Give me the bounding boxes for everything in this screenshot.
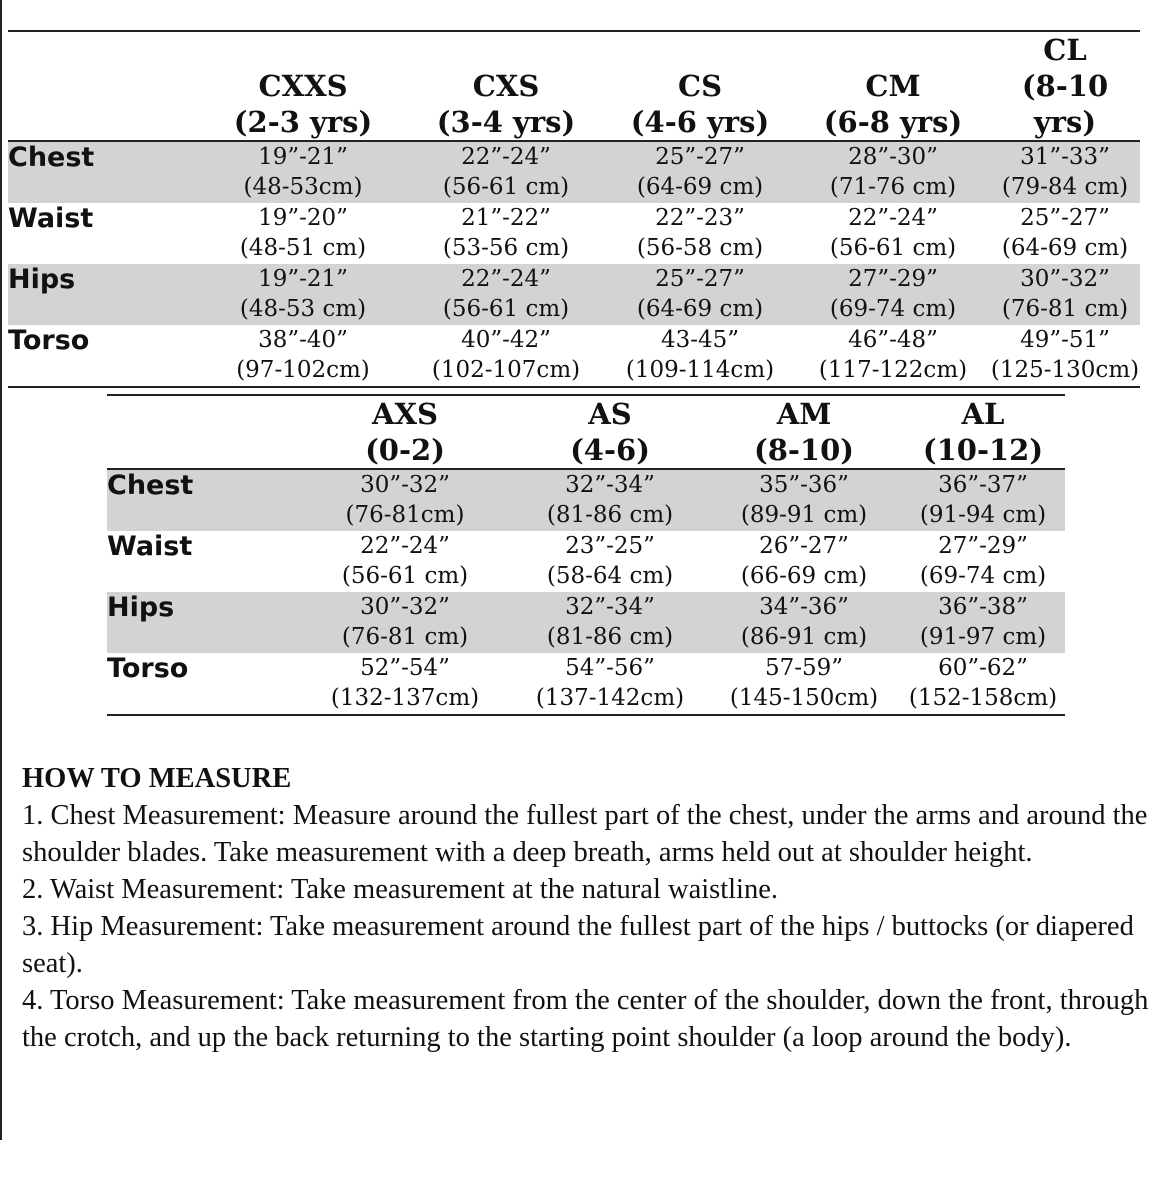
- cm-value: (76-81 cm): [341, 624, 469, 650]
- inches-value: 22”-23”: [655, 205, 745, 231]
- measure-cell: [198, 325, 408, 387]
- cm-value: (81-86 cm): [546, 624, 674, 650]
- size-age-range: (0-2): [365, 433, 445, 467]
- cm-value: (48-53cm): [243, 174, 363, 200]
- cm-value: (64-69 cm): [636, 174, 764, 200]
- measure-cell: [408, 203, 604, 264]
- cm-value: (76-81cm): [345, 502, 465, 528]
- table-row: [107, 531, 1065, 592]
- measure-cell: [990, 203, 1140, 264]
- size-header: [901, 395, 1065, 469]
- how-to-measure-title: HOW TO MEASURE: [22, 763, 292, 794]
- inches-value: 57-59”: [764, 655, 844, 681]
- inches-value: 52”-54”: [360, 655, 450, 681]
- cm-value: (71-76 cm): [829, 174, 957, 200]
- table-row: [107, 469, 1065, 531]
- inches-value: 27”-29”: [848, 266, 938, 292]
- cm-value: (64-69 cm): [1001, 235, 1129, 261]
- inches-value: 26”-27”: [759, 533, 849, 559]
- cm-value: (69-74 cm): [919, 563, 1047, 589]
- size-age-range: (4-6 yrs): [630, 105, 770, 139]
- size-age-range: (10-12): [922, 433, 1044, 467]
- size-name: AXS: [372, 397, 438, 431]
- measure-cell: [513, 469, 707, 531]
- inches-value: 23”-25”: [565, 533, 655, 559]
- cm-value: (79-84 cm): [1001, 174, 1129, 200]
- cm-value: (56-61 cm): [341, 563, 469, 589]
- cm-value: (48-53 cm): [239, 296, 367, 322]
- inches-value: 30”-32”: [360, 472, 450, 498]
- table-row: [107, 653, 1065, 715]
- cm-value: (56-61 cm): [829, 235, 957, 261]
- inches-value: 31”-33”: [1020, 144, 1110, 170]
- inches-value: 25”-27”: [1020, 205, 1110, 231]
- measure-cell: [604, 141, 796, 203]
- inches-value: 34”-36”: [759, 594, 849, 620]
- size-name: CL: [1043, 33, 1087, 67]
- cm-value: (76-81 cm): [1001, 296, 1129, 322]
- cm-value: (81-86 cm): [546, 502, 674, 528]
- measure-cell: [901, 469, 1065, 531]
- cm-value: (56-58 cm): [636, 235, 764, 261]
- inches-value: 36”-37”: [938, 472, 1028, 498]
- measure-step-torso: 4. Torso Measurement: Take measurement from the center of the shoulder, down the front, through the crotch, and up the back returning to the starting point shoulder (a loop around the body).: [22, 985, 1149, 1053]
- measure-cell: [408, 325, 604, 387]
- measure-cell: [198, 264, 408, 325]
- cm-value: (69-74 cm): [829, 296, 957, 322]
- measure-cell: [198, 203, 408, 264]
- measure-cell: [297, 653, 513, 715]
- measure-cell: [707, 592, 901, 653]
- inches-value: 22”-24”: [360, 533, 450, 559]
- measure-cell: [604, 203, 796, 264]
- inches-value: 30”-32”: [360, 594, 450, 620]
- inches-value: 19”-21”: [258, 144, 348, 170]
- cm-value: (86-91 cm): [740, 624, 868, 650]
- table-row: [8, 203, 1140, 264]
- measure-cell: [408, 141, 604, 203]
- page-left-border: [0, 0, 2, 1140]
- measure-cell: [796, 203, 990, 264]
- cm-value: (48-51 cm): [239, 235, 367, 261]
- inches-value: 38”-40”: [258, 327, 348, 353]
- table-row: [8, 141, 1140, 203]
- inches-value: 28”-30”: [848, 144, 938, 170]
- size-age-range: (8-10 yrs): [1021, 69, 1109, 139]
- child-size-table: [8, 30, 1140, 388]
- adult-size-header-row: [107, 395, 1065, 469]
- inches-value: 32”-34”: [565, 472, 655, 498]
- row-label: Waist: [8, 203, 94, 234]
- table-row: [107, 592, 1065, 653]
- measure-cell: [796, 141, 990, 203]
- inches-value: 30”-32”: [1020, 266, 1110, 292]
- measure-cell: [604, 264, 796, 325]
- inches-value: 54”-56”: [565, 655, 655, 681]
- size-header: [297, 395, 513, 469]
- size-name: CM: [865, 69, 921, 103]
- measure-cell: [796, 264, 990, 325]
- measure-cell: [513, 653, 707, 715]
- cm-value: (109-114cm): [625, 357, 775, 383]
- child-size-header-row: [8, 31, 1140, 141]
- row-label: Waist: [107, 531, 193, 562]
- measure-cell: [513, 531, 707, 592]
- measure-step-chest: 1. Chest Measurement: Measure around the fullest part of the chest, under the arms and around the shoulder blades. Take measurement with a deep breath, arms held out at shoulder height.: [22, 800, 1148, 868]
- measure-cell: [901, 531, 1065, 592]
- measure-cell: [408, 264, 604, 325]
- adult-size-table: [107, 394, 1065, 716]
- inches-value: 21”-22”: [461, 205, 551, 231]
- row-label: Hips: [8, 264, 76, 295]
- measure-cell: [796, 325, 990, 387]
- size-name: AS: [588, 397, 632, 431]
- inches-value: 22”-24”: [461, 144, 551, 170]
- cm-value: (117-122cm): [818, 357, 968, 383]
- measure-cell: [297, 469, 513, 531]
- how-to-measure-section: [22, 760, 1152, 1056]
- cm-value: (64-69 cm): [636, 296, 764, 322]
- measure-cell: [707, 653, 901, 715]
- measure-cell: [990, 325, 1140, 387]
- table-row: [8, 325, 1140, 387]
- corner-cell: [107, 395, 297, 469]
- measure-cell: [707, 469, 901, 531]
- size-header: [604, 31, 796, 141]
- size-header: [408, 31, 604, 141]
- row-label: Chest: [8, 142, 95, 173]
- row-label: Torso: [8, 325, 90, 356]
- row-label: Chest: [107, 470, 194, 501]
- measure-cell: [990, 141, 1140, 203]
- cm-value: (66-69 cm): [740, 563, 868, 589]
- inches-value: 22”-24”: [461, 266, 551, 292]
- measure-step-waist: 2. Waist Measurement: Take measurement at the natural waistline.: [22, 874, 779, 905]
- size-name: CXXS: [258, 69, 348, 103]
- size-age-range: (8-10): [753, 433, 854, 467]
- measure-cell: [297, 531, 513, 592]
- cm-value: (91-97 cm): [919, 624, 1047, 650]
- cm-value: (97-102cm): [236, 357, 370, 383]
- inches-value: 49”-51”: [1020, 327, 1110, 353]
- size-name: CXS: [472, 69, 540, 103]
- inches-value: 25”-27”: [655, 266, 745, 292]
- size-name: AM: [776, 397, 832, 431]
- inches-value: 19”-21”: [258, 266, 348, 292]
- size-header: [707, 395, 901, 469]
- size-header: [990, 31, 1140, 141]
- cm-value: (91-94 cm): [919, 502, 1047, 528]
- inches-value: 27”-29”: [938, 533, 1028, 559]
- inches-value: 60”-62”: [938, 655, 1028, 681]
- inches-value: 35”-36”: [759, 472, 849, 498]
- inches-value: 32”-34”: [565, 594, 655, 620]
- measure-cell: [707, 531, 901, 592]
- size-age-range: (6-8 yrs): [823, 105, 963, 139]
- size-name: CS: [677, 69, 723, 103]
- table-row: [8, 264, 1140, 325]
- size-header: [513, 395, 707, 469]
- cm-value: (132-137cm): [330, 685, 480, 711]
- measure-cell: [297, 592, 513, 653]
- inches-value: 19”-20”: [258, 205, 348, 231]
- measure-cell: [901, 592, 1065, 653]
- inches-value: 25”-27”: [655, 144, 745, 170]
- measure-cell: [901, 653, 1065, 715]
- inches-value: 40”-42”: [461, 327, 551, 353]
- measure-cell: [604, 325, 796, 387]
- measure-cell: [513, 592, 707, 653]
- cm-value: (58-64 cm): [546, 563, 674, 589]
- corner-cell: [8, 31, 198, 141]
- row-label: Torso: [107, 653, 189, 684]
- size-age-range: (4-6): [570, 433, 650, 467]
- cm-value: (89-91 cm): [740, 502, 868, 528]
- inches-value: 22”-24”: [848, 205, 938, 231]
- measure-step-hip: 3. Hip Measurement: Take measurement around the fullest part of the hips / buttocks (or diapered seat).: [22, 911, 1134, 979]
- size-name: AL: [961, 397, 1005, 431]
- cm-value: (125-130cm): [990, 357, 1140, 383]
- cm-value: (56-61 cm): [442, 296, 570, 322]
- size-age-range: (2-3 yrs): [233, 105, 373, 139]
- size-header: [796, 31, 990, 141]
- measure-cell: [990, 264, 1140, 325]
- cm-value: (102-107cm): [431, 357, 581, 383]
- inches-value: 36”-38”: [938, 594, 1028, 620]
- cm-value: (152-158cm): [908, 685, 1058, 711]
- cm-value: (53-56 cm): [442, 235, 570, 261]
- cm-value: (56-61 cm): [442, 174, 570, 200]
- cm-value: (137-142cm): [535, 685, 685, 711]
- size-age-range: (3-4 yrs): [436, 105, 576, 139]
- row-label: Hips: [107, 592, 175, 623]
- cm-value: (145-150cm): [729, 685, 879, 711]
- inches-value: 43-45”: [660, 327, 740, 353]
- inches-value: 46”-48”: [848, 327, 938, 353]
- measure-cell: [198, 141, 408, 203]
- size-header: [198, 31, 408, 141]
